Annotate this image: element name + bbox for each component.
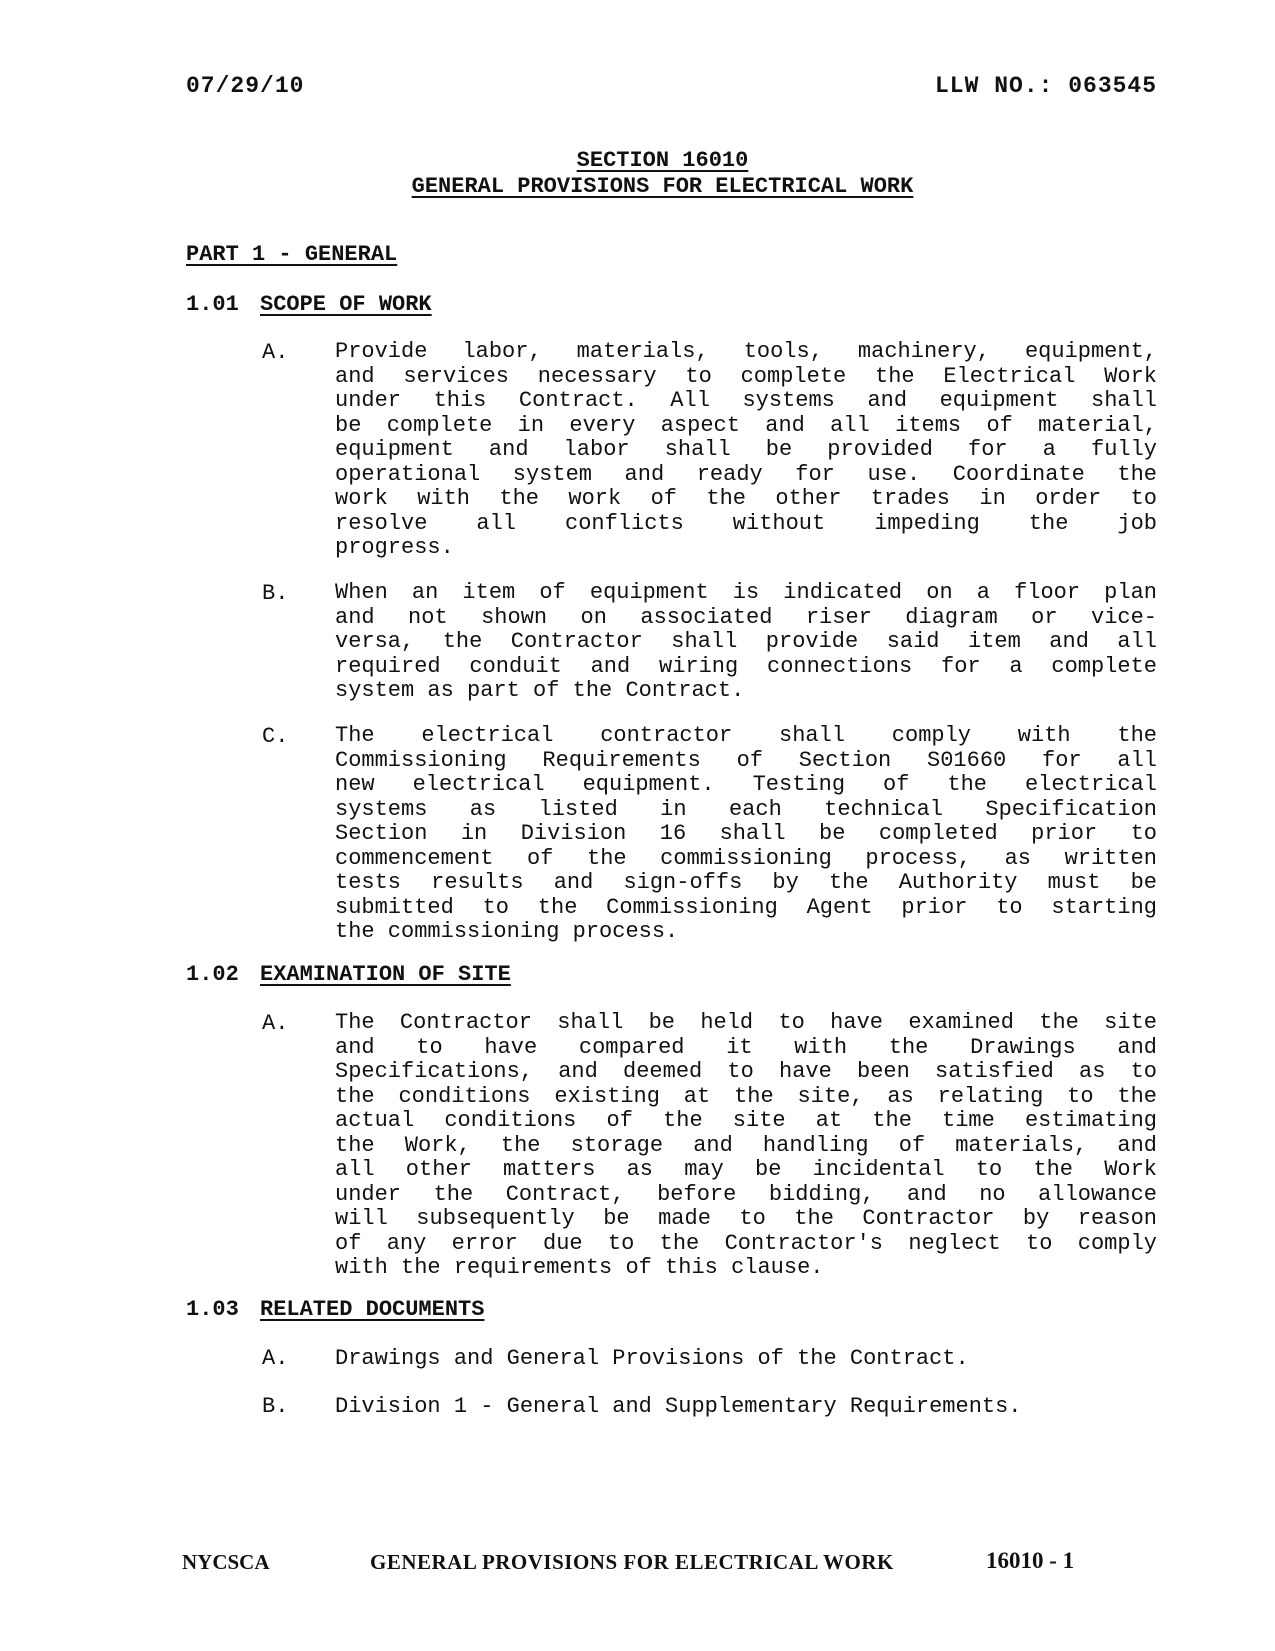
item-letter: A. xyxy=(262,1346,289,1371)
text-line: the conditions existing at the site, as relating to the xyxy=(335,1083,1157,1109)
section-number: SECTION 16010 xyxy=(576,148,749,173)
text-line: the Work, the storage and handling of materials, and xyxy=(335,1132,1157,1158)
paragraph-1-02-a xyxy=(335,1011,1157,1281)
text-line: under the Contract, before bidding, and no allowance xyxy=(335,1181,1157,1207)
text-line: and to have compared it with the Drawings and xyxy=(335,1034,1157,1060)
paragraph-1-01-a xyxy=(335,340,1157,561)
section-1-01-title: SCOPE OF WORK xyxy=(260,292,432,317)
section-1-02-number: 1.02 xyxy=(186,962,239,987)
footer-org: NYCSCA xyxy=(182,1550,270,1574)
text-line: will subsequently be made to the Contractor by reason xyxy=(335,1206,1157,1231)
paragraph-1-01-c xyxy=(335,724,1157,945)
item-letter: B. xyxy=(262,581,289,606)
paragraph-1-03-a: Drawings and General Provisions of the Contract. xyxy=(335,1346,969,1371)
section-title xyxy=(0,148,1275,173)
text-line: and not shown on associated riser diagram or vice- xyxy=(335,604,1157,630)
text-line: under this Contract. All systems and equipment shall xyxy=(335,388,1157,413)
text-line: actual conditions of the site at the time estimating xyxy=(335,1108,1157,1133)
text-line: commencement of the commissioning process, as written xyxy=(335,845,1157,871)
text-line: Specifications, and deemed to have been satisfied as to xyxy=(335,1059,1157,1084)
footer-page-number: 16010 - 1 xyxy=(986,1548,1075,1573)
part-heading-text: PART 1 - GENERAL xyxy=(186,242,398,267)
item-letter: A. xyxy=(262,340,289,365)
item-letter: C. xyxy=(262,724,289,749)
section-name: GENERAL PROVISIONS FOR ELECTRICAL WORK xyxy=(411,174,914,199)
text-line: Section in Division 16 shall be completed prior to xyxy=(335,821,1157,846)
text-line: Provide labor, materials, tools, machinery, equipment, xyxy=(335,339,1157,364)
text-line: and services necessary to complete the Electrical Work xyxy=(335,363,1157,389)
part-heading xyxy=(186,242,397,267)
section-1-02-title: EXAMINATION OF SITE xyxy=(260,962,511,987)
text-line: resolve all conflicts without impeding the job xyxy=(335,510,1157,536)
text-line: new electrical equipment. Testing of the electrical xyxy=(335,772,1157,797)
text-line: Commissioning Requirements of Section S01660 for all xyxy=(335,747,1157,773)
paragraph-1-01-b xyxy=(335,581,1157,704)
text-line: The Contractor shall be held to have examined the site xyxy=(335,1010,1157,1035)
header-llw-number: LLW NO.: 063545 xyxy=(935,73,1158,99)
text-line: tests results and sign-offs by the Authority must be xyxy=(335,870,1157,895)
section-1-03-number: 1.03 xyxy=(186,1297,239,1322)
item-letter: A. xyxy=(262,1011,289,1036)
text-line: with the requirements of this clause. xyxy=(335,1255,824,1280)
section-1-03-title: RELATED DOCUMENTS xyxy=(260,1297,485,1322)
text-line: required conduit and wiring connections for a complete xyxy=(335,653,1157,679)
footer-title: GENERAL PROVISIONS FOR ELECTRICAL WORK xyxy=(370,1550,894,1574)
text-line: of any error due to the Contractor's neglect to comply xyxy=(335,1230,1157,1256)
text-line: operational system and ready for use. Coordinate the xyxy=(335,461,1157,487)
section-name-block xyxy=(0,174,1275,199)
text-line: When an item of equipment is indicated on a floor plan xyxy=(335,580,1157,605)
text-line: systems as listed in each technical Specification xyxy=(335,796,1157,822)
text-line: The electrical contractor shall comply with the xyxy=(335,723,1157,748)
text-line: all other matters as may be incidental to the Work xyxy=(335,1157,1157,1182)
text-line: the commissioning process. xyxy=(335,919,679,944)
text-line: submitted to the Commissioning Agent prior to starting xyxy=(335,894,1157,920)
text-line: versa, the Contractor shall provide said item and all xyxy=(335,629,1157,654)
header-date: 07/29/10 xyxy=(186,73,305,99)
text-line: equipment and labor shall be provided for a fully xyxy=(335,437,1157,462)
text-line: system as part of the Contract. xyxy=(335,678,745,703)
section-1-01-number: 1.01 xyxy=(186,292,239,317)
paragraph-1-03-b: Division 1 - General and Supplementary Requirements. xyxy=(335,1394,1022,1419)
text-line: work with the work of the other trades in order to xyxy=(335,486,1157,511)
text-line: be complete in every aspect and all items of material, xyxy=(335,412,1157,438)
text-line: progress. xyxy=(335,535,454,560)
item-letter: B. xyxy=(262,1394,289,1419)
